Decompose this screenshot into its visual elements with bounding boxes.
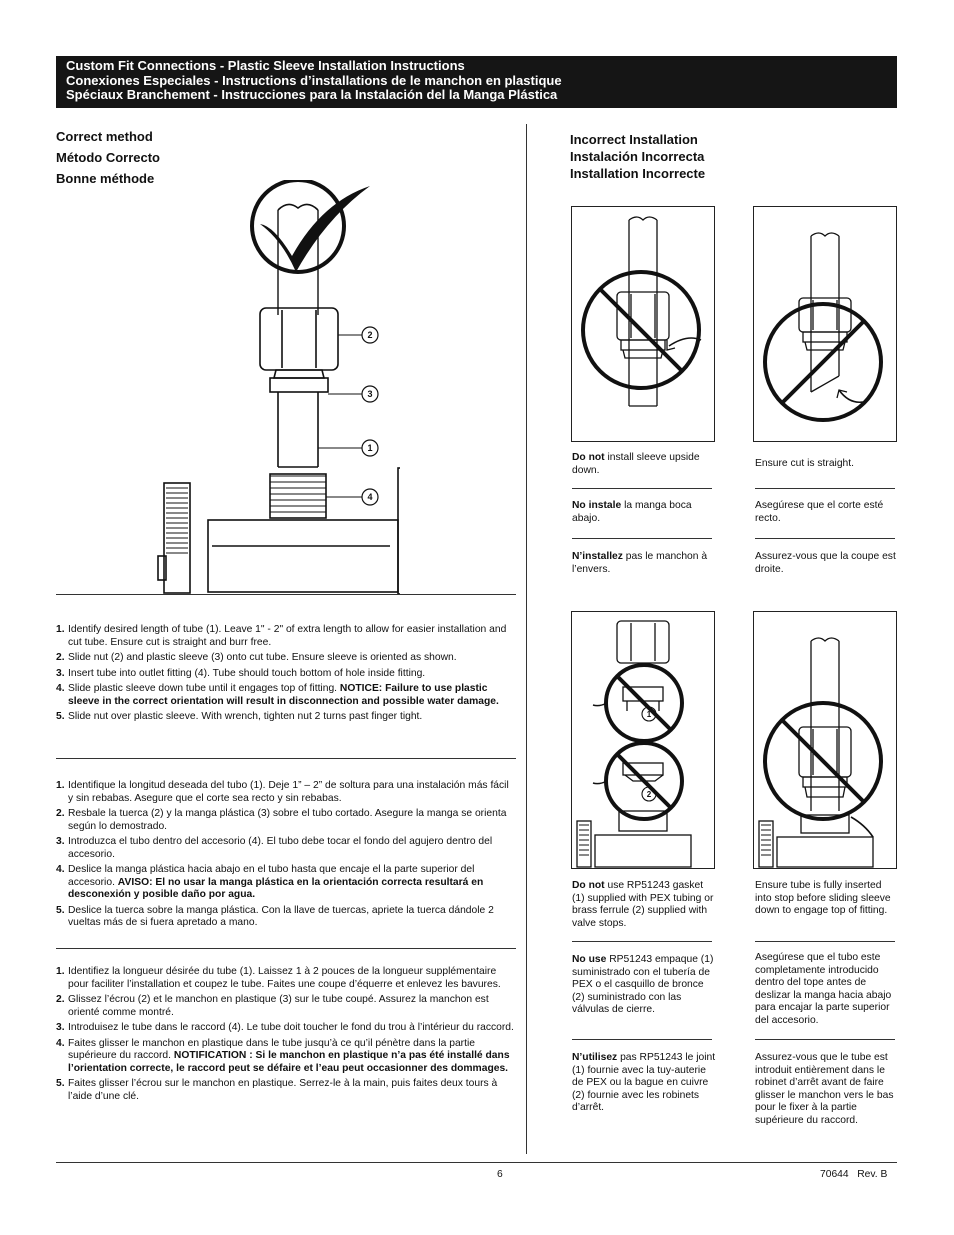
- step-2: 2. Glissez l’écrou (2) et le manchon en plastique (3) sur le tube coupé. Assurez la manchon est orienté comme montré.: [56, 994, 489, 1018]
- caption-d-fr: Assurez-vous que le tube est introduit entièrement dans le robinet d’arrêt avant de faire glisser le manchon vers le bas pour le fixer à la partie supérieure du raccord.: [755, 1052, 894, 1126]
- divider: [755, 941, 895, 942]
- step-5: 5. Faites glisser l’écrou sur le manchon en plastique. Serrez-le à la main, puis faites deux tours à l’aide d’une clé.: [56, 1078, 498, 1102]
- step-5: 5. Deslice la tuerca sobre la manga plástica. Con la llave de tuercas, apriete la tuerca dándole 2 vueltas más de si fuera apretado a mano.: [56, 904, 494, 928]
- title-es: Conexiones Especiales - Instructions d’installations de le manchon en plastique: [66, 72, 562, 88]
- step-3: 3. Introduzca el tubo dentro del accesorio (4). El tubo debe tocar el fondo del agujero dentro del accesorio.: [56, 836, 493, 860]
- divider: [572, 941, 712, 942]
- correct-title-fr: Bonne méthode: [56, 171, 155, 186]
- divider: [572, 1039, 712, 1040]
- callout-2: 2: [367, 330, 373, 340]
- caption-c-fr: N’utilisez pas RP51243 le joint (1) fournie avec la tuy-auterie de PEX ou la bague en cuivre (2) fournie avec les robinets d’arrêt.: [572, 1052, 716, 1113]
- caption-a-en: Do not install sleeve upside down.: [572, 452, 700, 476]
- title-banner: [56, 56, 897, 108]
- step-5: 5. Slide nut over plastic sleeve. With wrench, tighten nut 2 turns past finger tight.: [56, 711, 423, 722]
- steps-french: [56, 966, 514, 1106]
- correct-title-es: Método Correcto: [56, 150, 160, 165]
- step-3: 3. Insert tube into outlet fitting (4). Tube should touch bottom of hole inside fitting.: [56, 667, 426, 679]
- caption-d-en: Ensure tube is fully inserted into stop before sliding sleeve down to engage top of fitting.: [755, 880, 891, 916]
- divider: [755, 538, 895, 539]
- callout-2: 2: [646, 790, 652, 799]
- caption-c-es: No use RP51243 empaque (1) suministrado con el tubería de PEX o el casquillo de bronce (2) suministrado con las válvulas de cierre.: [572, 954, 714, 1015]
- incorrect-not-inserted-diagram: [753, 611, 897, 869]
- incorrect-title-es: Instalación Incorrecta: [570, 149, 705, 164]
- incorrect-upside-down-diagram: [571, 206, 715, 442]
- divider: [56, 948, 516, 949]
- incorrect-title-fr: Installation Incorrecte: [570, 166, 706, 181]
- correct-installation-diagram: [150, 180, 400, 600]
- caption-b-es: Asegúrese que el corte esté recto.: [755, 500, 884, 524]
- incorrect-title-en: Incorrect Installation: [570, 132, 698, 147]
- step-2: 2. Resbale la tuerca (2) y la manga plástica (3) sobre el tubo cortado. Asegure la manga se orienta según lo demostrado.: [56, 808, 507, 832]
- callout-1: 1: [646, 710, 652, 719]
- step-1: 1. Identifique la longitud deseada del tubo (1). Deje 1” – 2” de soltura para una instalación más fácil y sin rebabas. Asegure que el corte sea recto y sin rebabas.: [56, 780, 509, 804]
- callout-1: 1: [367, 443, 373, 453]
- document-number: 70644 Rev. B: [820, 1169, 888, 1180]
- caption-b-en: Ensure cut is straight.: [755, 458, 855, 469]
- page-number: 6: [497, 1169, 503, 1180]
- check-mark-icon: [260, 186, 370, 272]
- steps-spanish: [56, 780, 514, 933]
- caption-d-es: Asegúrese que el tubo este completamente introducido dentro del tope antes de deslizar la manga hacia abajo para encajar la parte superior del accesorio.: [755, 952, 892, 1026]
- divider: [56, 594, 516, 595]
- column-divider: [526, 124, 527, 1154]
- divider: [572, 538, 712, 539]
- incorrect-crooked-cut-diagram: [753, 206, 897, 442]
- divider: [572, 488, 712, 489]
- callout-4: 4: [367, 492, 373, 502]
- title-en: Custom Fit Connections - Plastic Sleeve Installation Instructions: [66, 58, 465, 73]
- step-4: 4. Faites glisser le manchon en plastique dans le tube jusqu’à ce qu’il pénètre dans la partie supérieure du raccord. NOTIFICATION : Si le manchon en plastique n’a pas été installé dans l’orientation correcte, le raccord peut se défaire et l’eau peut occasionner des dommages.: [56, 1037, 510, 1074]
- steps-english: [56, 624, 514, 727]
- correct-title-en: Correct method: [56, 129, 153, 144]
- caption-c-en: Do not use RP51243 gasket (1) supplied with PEX tubing or brass ferrule (2) supplied with valve stops.: [572, 880, 714, 929]
- divider: [755, 1039, 895, 1040]
- step-3: 3. Introduisez le tube dans le raccord (4). Le tube doit toucher le fond du trou à l’intérieur du raccord.: [56, 1022, 514, 1033]
- caption-a-fr: N’installez pas le manchon à l’envers.: [572, 551, 708, 575]
- incorrect-gasket-ferrule-diagram: [571, 611, 715, 869]
- footer-rule: [56, 1162, 897, 1163]
- divider: [56, 758, 516, 759]
- step-1: 1. Identifiez la longueur désirée du tube (1). Laissez 1 à 2 pouces de la longueur supplémentaire pour faciliter l’installation et coupez le tube. Faites une coupe d’équerre et enlevez les bavures.: [56, 966, 501, 990]
- divider: [755, 488, 895, 489]
- step-4: 4. Deslice la manga plástica hacia abajo en el tubo hasta que encaje el la parte superior del accesorio. AVISO: El no usar la manga plástica en la orientación correcta resultará en desconexión y posible daño por agua.: [56, 864, 484, 900]
- caption-b-fr: Assurez-vous que la coupe est droite.: [755, 551, 896, 575]
- title-fr: Spéciaux Branchement - Instrucciones para la Instalación del la Manga Plástica: [66, 87, 558, 102]
- step-2: 2. Slide nut (2) and plastic sleeve (3) onto cut tube. Ensure sleeve is oriented as shown.: [56, 652, 457, 663]
- caption-a-es: No instale la manga boca abajo.: [572, 500, 692, 524]
- step-1: 1. Identify desired length of tube (1). Leave 1" - 2" of extra length to allow for easier installation and cut tube. Ensure cut is straight and burr free.: [56, 624, 507, 648]
- step-4: 4. Slide plastic sleeve down tube until it engages top of fitting. NOTICE: Failure to use plastic sleeve in the correct orientation will result in disconnection and possible water damage.: [56, 683, 499, 707]
- callout-3: 3: [367, 389, 373, 399]
